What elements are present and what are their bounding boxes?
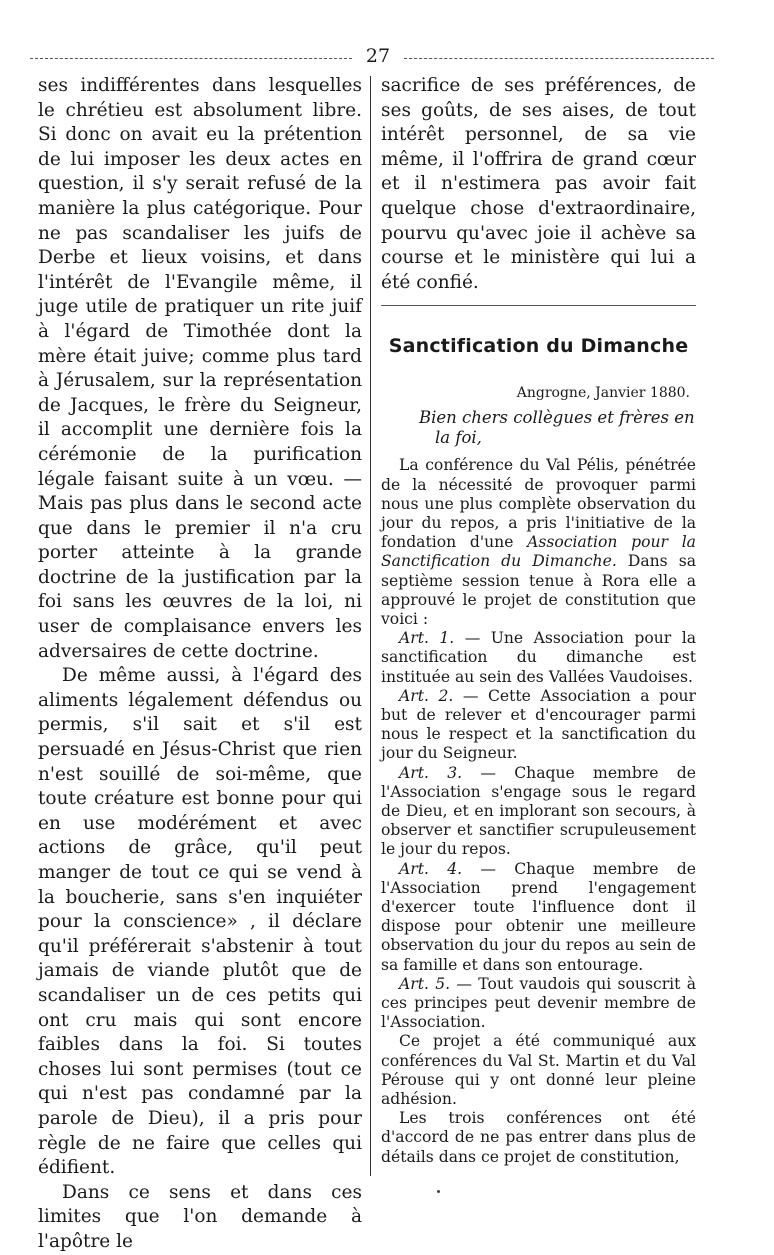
article-1 <box>381 629 696 687</box>
article-1-text: — Une Association pour la sanctification du dimanche est instituée au sein des Vallées Vaudoises. <box>381 629 696 686</box>
left-paragraph-2: De même aussi, à l'égard des aliments légalement défendus ou permis, s'il sait et s'il est persuadé en Jésus-Christ que rien n'est souillé de soi-même, que toute créature est bonne pour qui en use modérément et avec actions de grâce, qu'il peut manger de tout ce qui se vend à la boucherie, sans s'en inquiéter pour la conscience» , il déclare qu'il préférerait s'abstenir à tout jamais de viande plutôt que de scandaliser un de ces petits qui ont cru mais qui sont encore faibles dans la foi. Si toutes choses lui sont permises (tout ce qui n'est pas condamné par la parole de Dieu), il a pris pour règle de ne faire que celles qui édifient. <box>38 665 362 1179</box>
column-divider <box>370 76 371 1176</box>
left-paragraph-3: Dans ce sens et dans ces limites que l'on demande à l'apôtre le <box>38 1181 362 1252</box>
association-name: Association pour la Sanctification du Dimanche. <box>381 533 696 571</box>
page-header <box>30 44 714 68</box>
article-4-label: Art. 4. <box>399 859 463 878</box>
article-5 <box>381 975 696 1033</box>
left-column <box>38 74 362 1255</box>
footer-dot-mark <box>437 1190 440 1193</box>
salutation <box>381 408 696 448</box>
article-3 <box>381 764 696 860</box>
article-2-text: — Cette Association a pour but de relever et d'encourager parmi nous le respect et la sanctification du jour du Seigneur. <box>381 686 696 763</box>
section-separator-rule <box>381 305 696 306</box>
dateline: Angrogne, Janvier 1880. <box>516 385 690 402</box>
header-rule-left <box>30 58 352 59</box>
section-title: Sanctification du Dimanche <box>388 335 689 358</box>
article-1-label: Art. 1. <box>399 629 455 648</box>
salutation-line-1: Bien chers collègues et frères en <box>419 408 695 428</box>
left-paragraph-1: ses indifférentes dans lesquelles le chrétieu est absolument libre. Si donc on avait eu la prétention de lui imposer les deux actes en question, il s'y serait refusé de la manière la plus catégorique. Pour ne pas scandaliser les juifs de Derbe et lieux voisins, et dans l'intérêt de l'Evangile même, il juge utile de pratiquer un rite juif à l'égard de Timothée dont la mère était juive; comme plus tard à Jérusalem, sur la représentation de Jacques, le frère du Seigneur, il accomplit une dernière fois la cérémonie de la purification légale faisant suite à un vœu. — Mais pas plus dans le second acte que dans le premier il n'a cru porter atteinte à la grande doctrine de la justification par la foi sans les œuvres de la loi, ni user de complaisance envers les adversaires de cette doctrine. <box>38 75 362 662</box>
header-rule-right <box>404 58 714 59</box>
article-3-label: Art. 3. <box>399 763 463 782</box>
letter-paragraph-1 <box>381 456 696 629</box>
page-number: 27 <box>365 45 391 67</box>
right-column <box>381 74 696 1167</box>
right-intro-paragraph: sacrifice de ses préférences, de ses goûts, de ses aises, de tout intérêt personnel, de sa vie même, il l'offrira de grand cœur et il n'estimera pas avoir fait quelque chose d'extraordinaire, pourvu qu'avec joie il achève sa course et le ministère qui lui a été confié. <box>381 75 696 293</box>
article-4-text: — Chaque membre de l'Association prend l'engagement d'exercer toute l'influence dont il dispose pour obtenir une meilleure observation du jour du repos au sein de sa famille et dans son entourage. <box>381 859 696 974</box>
letter-paragraph-3: Les trois conférences ont été d'accord de ne pas entrer dans plus de détails dans ce projet de constitution, <box>381 1109 696 1166</box>
article-5-text: — Tout vaudois qui souscrit à ces principes peut devenir membre de l'Association. <box>381 974 696 1032</box>
letter-paragraph-2: Ce projet a été communiqué aux conférences du Val St. Martin et du Val Pérouse qui y ont donné leur pleine adhésion. <box>381 1032 696 1109</box>
letter-p1-text-a: La conférence du Val Pélis, pénétrée de la nécessité de provoquer parmi nous une plus complète observation du jour du repos, a pris l'initiative de la fondation d'une <box>381 456 696 552</box>
article-2-label: Art. 2. <box>399 686 454 705</box>
salutation-line-2: la foi, <box>435 428 482 448</box>
letter-p1-text-b: Dans sa septième session tenue à Rora elle a approuvé le projet de constitution que voici : <box>381 552 696 628</box>
article-4 <box>381 860 696 975</box>
article-5-label: Art. 5. <box>399 974 451 993</box>
article-3-text: — Chaque membre de l'Association s'engage sous le regard de Dieu, et en implorant son secours, à observer et sanctifier scrupuleusement le jour du repos. <box>381 763 696 859</box>
letter-body <box>381 456 696 1167</box>
article-2 <box>381 687 696 764</box>
